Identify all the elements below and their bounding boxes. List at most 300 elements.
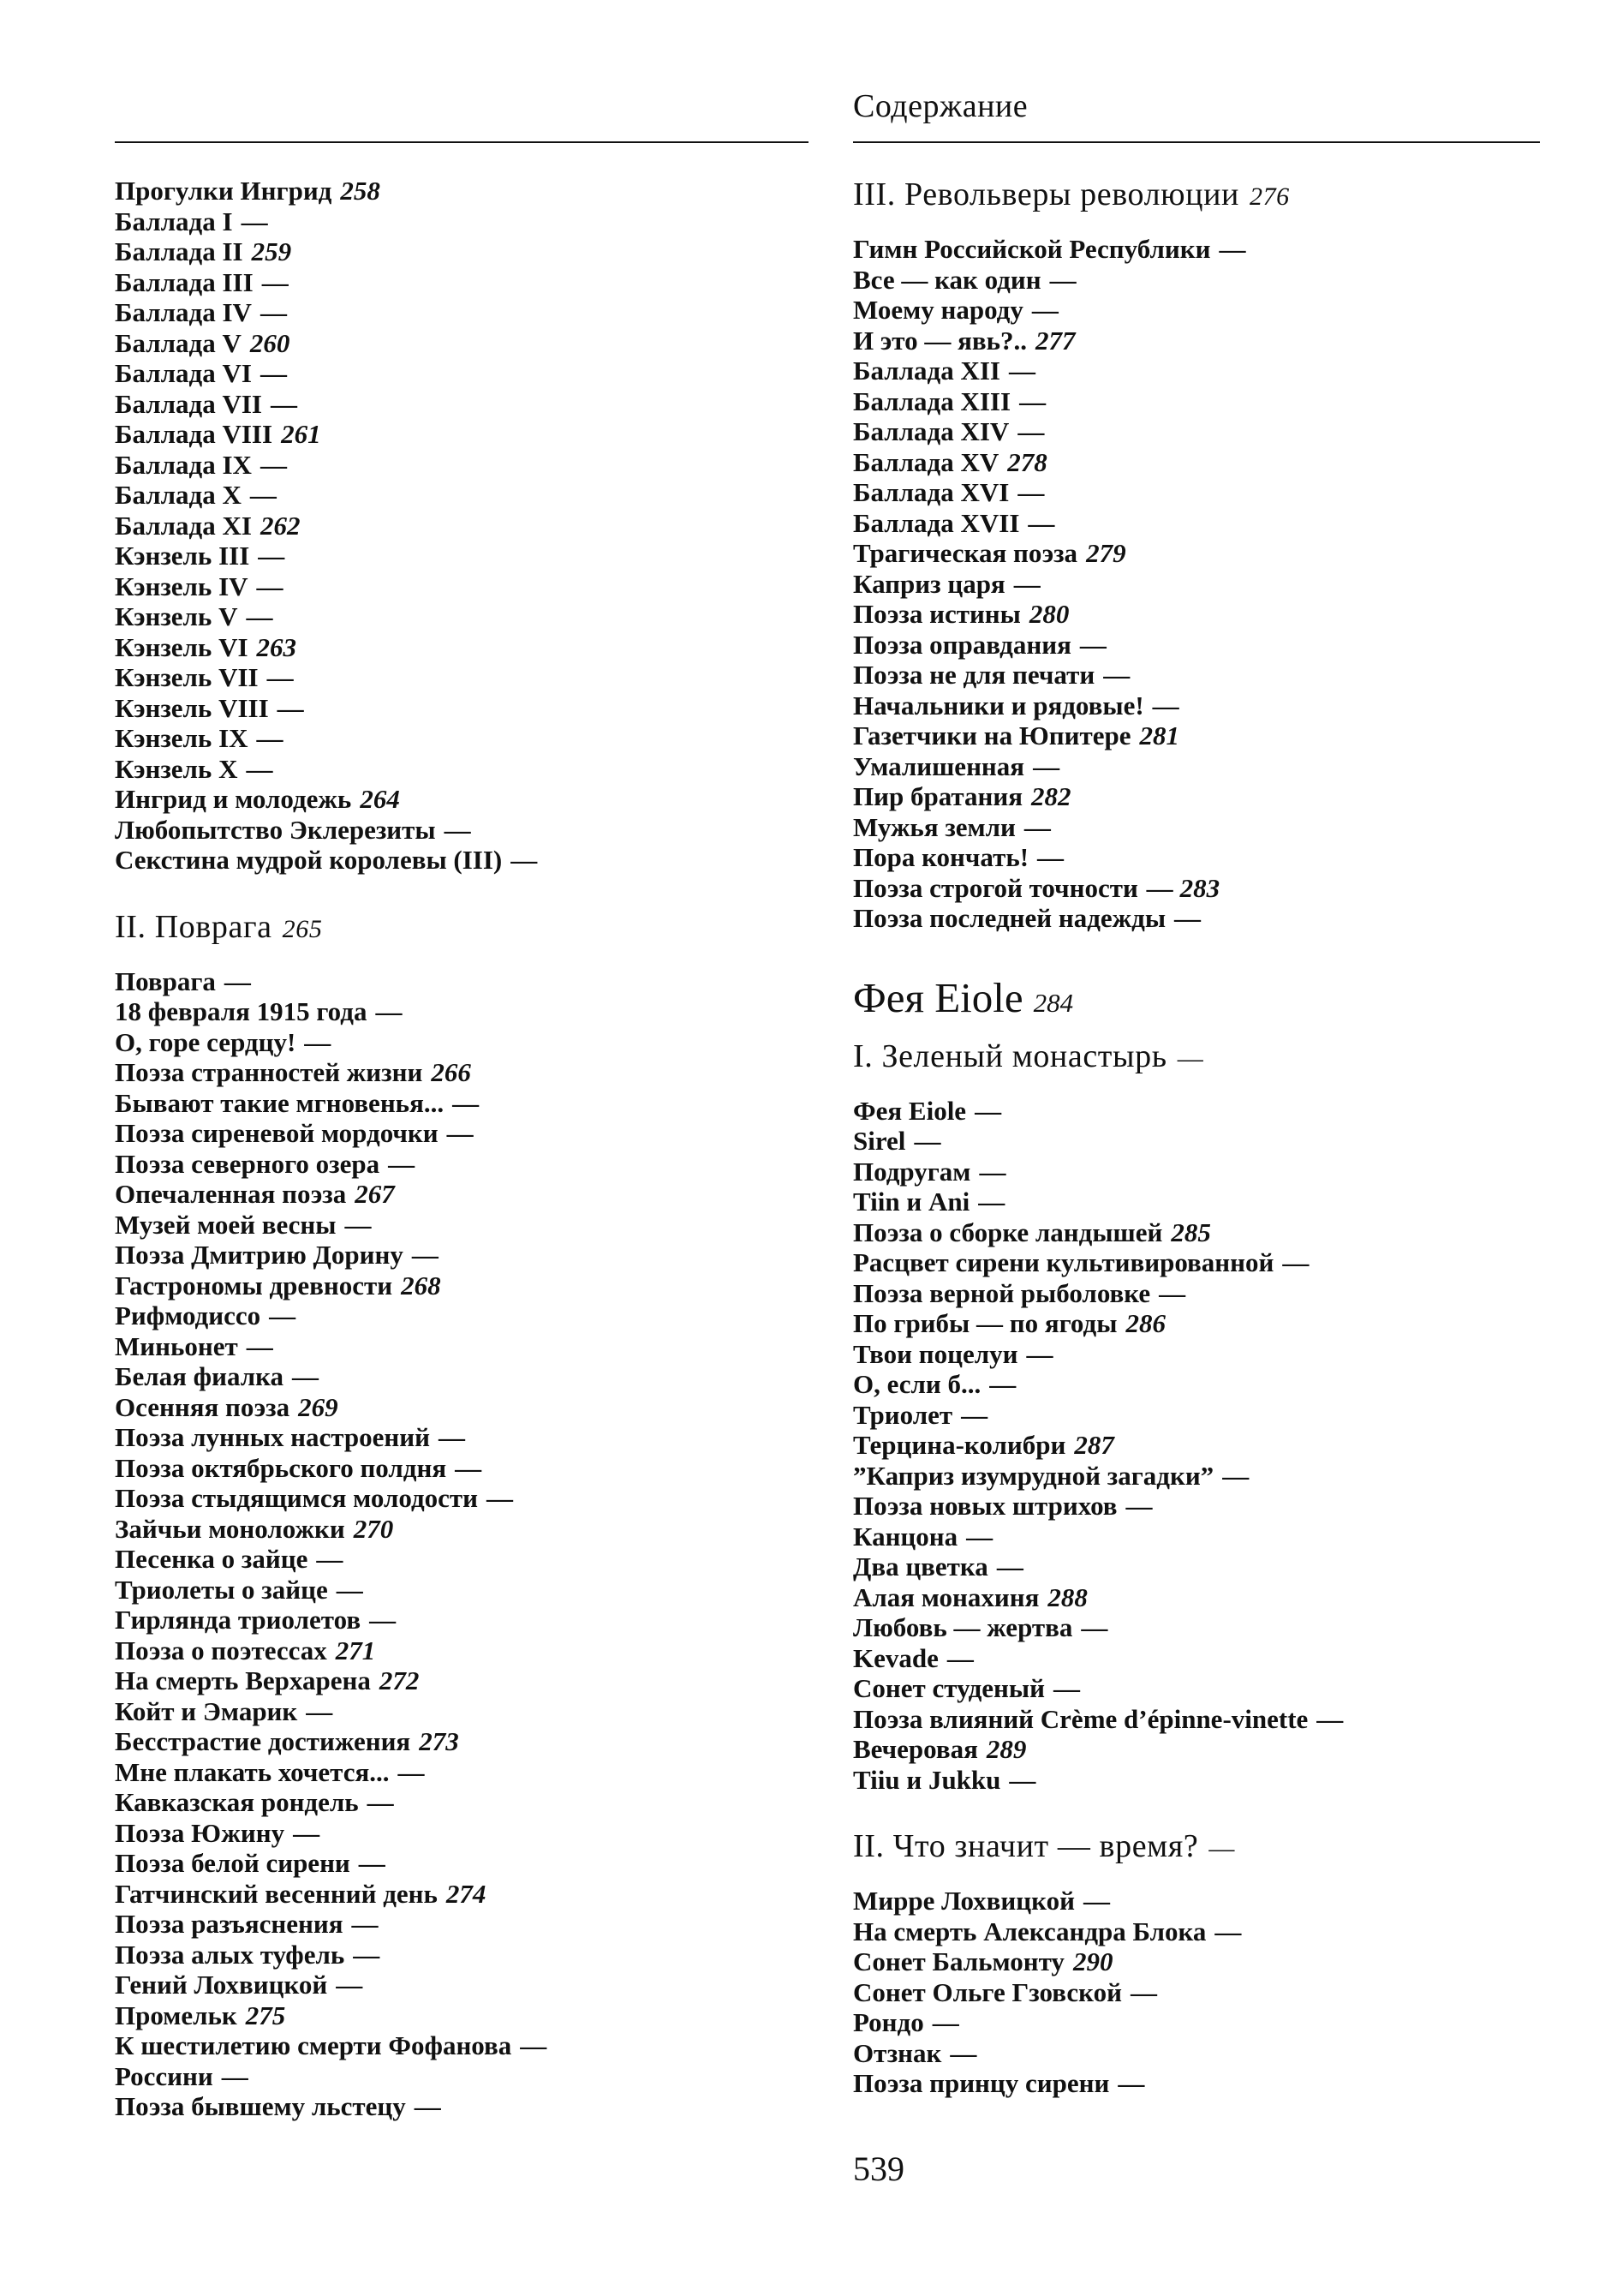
entry-title: Промельк bbox=[115, 2000, 237, 2030]
entry-page: — bbox=[256, 571, 283, 601]
toc-entry bbox=[853, 1096, 1555, 1127]
section-page: 276 bbox=[1249, 182, 1290, 211]
entry-page: — bbox=[1159, 1277, 1186, 1308]
entry-page: — bbox=[975, 1095, 1002, 1126]
toc-list bbox=[853, 1886, 1555, 2099]
entry-title: Секстина мудрой королевы (III) bbox=[115, 845, 503, 875]
entry-page: — bbox=[1023, 811, 1051, 842]
entry-title: Пир братания bbox=[853, 781, 1023, 811]
toc-entry bbox=[115, 845, 817, 876]
toc-entry bbox=[115, 267, 817, 298]
entry-page: — bbox=[249, 480, 277, 510]
entry-page: — bbox=[1049, 264, 1077, 295]
entry-page: 281 bbox=[1139, 720, 1179, 750]
entry-title: Баллада III bbox=[115, 266, 254, 297]
entry-page: 279 bbox=[1086, 538, 1126, 568]
toc-list bbox=[853, 234, 1555, 934]
entry-title: Поэза белой сирени bbox=[115, 1848, 350, 1878]
toc-entry bbox=[115, 693, 817, 724]
toc-entry bbox=[853, 265, 1555, 296]
toc-entry bbox=[115, 815, 817, 846]
toc-entry bbox=[853, 1946, 1555, 1977]
entry-page: — bbox=[1081, 1612, 1108, 1642]
toc-entry bbox=[115, 1970, 817, 2000]
entry-title: Баллада XVII bbox=[853, 507, 1020, 538]
entry-page: — bbox=[452, 1087, 480, 1118]
entry-page: 261 bbox=[281, 419, 321, 449]
entry-page: 270 bbox=[353, 1513, 394, 1544]
entry-title: Все — как один bbox=[853, 264, 1041, 295]
entry-title: Вечеровая bbox=[853, 1734, 978, 1764]
entry-page: — bbox=[358, 1848, 385, 1878]
section-heading bbox=[853, 176, 1555, 213]
entry-title: Баллада XII bbox=[853, 356, 1000, 386]
entry-title: Поэза стыдящимся молодости bbox=[115, 1483, 478, 1513]
entry-page: — bbox=[256, 723, 283, 753]
entry-title: Каприз царя bbox=[853, 568, 1005, 599]
entry-page: — bbox=[1219, 234, 1246, 264]
toc-entry bbox=[115, 1392, 817, 1423]
entry-title: Белая фиалка bbox=[115, 1361, 284, 1391]
toc-entry bbox=[115, 571, 817, 602]
entry-title: Трагическая поэза bbox=[853, 538, 1078, 568]
entry-title: О, горе сердцу! bbox=[115, 1026, 296, 1057]
section-heading bbox=[115, 908, 817, 946]
entry-page: — bbox=[316, 1544, 343, 1574]
entry-title: Поэза принцу сирени bbox=[853, 2068, 1110, 2098]
toc-entry bbox=[853, 447, 1555, 478]
entry-title: К шестилетию смерти Фофанова bbox=[115, 2030, 512, 2060]
entry-title: Баллада XI bbox=[115, 510, 252, 541]
entry-page: — bbox=[258, 541, 285, 571]
entry-title: Любовь — жертва bbox=[853, 1612, 1073, 1642]
section-page: — bbox=[1208, 1834, 1235, 1863]
entry-page: — bbox=[241, 206, 268, 236]
entry-title: Койт и Эмарик bbox=[115, 1695, 298, 1726]
entry-title: Сонет студеный bbox=[853, 1673, 1045, 1703]
entry-page: 268 bbox=[401, 1270, 441, 1300]
toc-entry bbox=[115, 1665, 817, 1696]
entry-title: Терцина-колибри bbox=[853, 1430, 1066, 1460]
entry-title: Гирлянда триолетов bbox=[115, 1605, 361, 1635]
entry-title: Поэза Дмитрию Дорину bbox=[115, 1240, 403, 1270]
entry-title: Поэза алых туфель bbox=[115, 1939, 345, 1970]
toc-entry bbox=[115, 1757, 817, 1788]
entry-title: Баллада XVI bbox=[853, 477, 1010, 507]
entry-title: Музей моей весны bbox=[115, 1209, 337, 1240]
entry-title: Баллада XIII bbox=[853, 386, 1011, 416]
toc-entry bbox=[115, 1726, 817, 1757]
entry-page: — bbox=[260, 358, 287, 388]
toc-entry bbox=[853, 1977, 1555, 2008]
entry-title: И это — явь?.. bbox=[853, 325, 1027, 356]
entry-page: 285 bbox=[1171, 1217, 1211, 1247]
entry-title: Поэза оправдания bbox=[853, 629, 1071, 660]
entry-title: Бесстрастие достижения bbox=[115, 1726, 411, 1756]
toc-entry bbox=[115, 1179, 817, 1210]
entry-page: — bbox=[1019, 386, 1047, 416]
toc-entry bbox=[853, 1765, 1555, 1796]
toc-entry bbox=[853, 477, 1555, 508]
entry-page: — bbox=[520, 2030, 547, 2060]
entry-title: Гастрономы древности bbox=[115, 1270, 393, 1300]
entry-title: Твои поцелуи bbox=[853, 1338, 1018, 1369]
entry-page: — bbox=[293, 1817, 320, 1848]
entry-page: 286 bbox=[1125, 1308, 1166, 1338]
toc-entry bbox=[853, 1582, 1555, 1613]
entry-title: Кавказская рондель bbox=[115, 1787, 359, 1817]
toc-entry bbox=[115, 1848, 817, 1879]
toc-entry bbox=[853, 781, 1555, 812]
entry-page: — 283 bbox=[1146, 872, 1220, 903]
entry-page: — bbox=[246, 753, 273, 784]
entry-page: — bbox=[1009, 1764, 1036, 1795]
entry-title: Баллада IX bbox=[115, 449, 252, 480]
entry-title: Канцона bbox=[853, 1521, 958, 1552]
entry-page: — bbox=[367, 1787, 394, 1817]
section-title: I. Зеленый монастырь bbox=[853, 1037, 1167, 1074]
toc-entry bbox=[115, 2000, 817, 2031]
running-header: Содержание bbox=[853, 88, 1029, 124]
entry-title: Поэза бывшему льстецу bbox=[115, 2091, 406, 2121]
toc-entry bbox=[115, 1696, 817, 1727]
toc-entry bbox=[853, 2007, 1555, 2038]
toc-entry bbox=[853, 691, 1555, 721]
toc-entry bbox=[115, 1787, 817, 1818]
entry-page: 277 bbox=[1035, 325, 1076, 356]
entry-page: 258 bbox=[340, 176, 380, 206]
toc-entry bbox=[115, 1575, 817, 1605]
toc-entry bbox=[115, 1605, 817, 1635]
toc-entry bbox=[853, 1430, 1555, 1461]
toc-entry bbox=[853, 630, 1555, 661]
toc-entry bbox=[115, 236, 817, 267]
entry-page: — bbox=[950, 2037, 977, 2068]
entry-page: — bbox=[996, 1552, 1023, 1581]
entry-page: 288 bbox=[1047, 1581, 1088, 1612]
toc-entry bbox=[853, 416, 1555, 447]
entry-page: — bbox=[344, 1209, 372, 1240]
toc-entry bbox=[115, 541, 817, 571]
toc-entry bbox=[115, 1818, 817, 1849]
entry-title: Kevade bbox=[853, 1642, 939, 1673]
entry-page: — bbox=[978, 1187, 1005, 1217]
entry-page: — bbox=[979, 1156, 1006, 1187]
entry-page: — bbox=[397, 1756, 425, 1787]
toc-entry bbox=[115, 297, 817, 328]
entry-page: — bbox=[914, 1126, 941, 1156]
toc-entry bbox=[115, 632, 817, 663]
header-rule-right bbox=[853, 141, 1540, 143]
entry-page: — bbox=[966, 1521, 993, 1552]
entry-title: Баллада VII bbox=[115, 388, 262, 419]
entry-title: Гимн Российской Республики bbox=[853, 234, 1211, 264]
entry-title: Поэза разъяснения bbox=[115, 1909, 343, 1939]
entry-page: — bbox=[336, 1574, 363, 1605]
entry-page: — bbox=[1118, 2068, 1145, 2098]
entry-title: Любопытство Эклерезиты bbox=[115, 814, 436, 845]
entry-title: Поэза влияний Crème d’épinne-vinette bbox=[853, 1703, 1309, 1734]
toc-entry bbox=[853, 842, 1555, 873]
entry-title: О, если б... bbox=[853, 1369, 982, 1399]
toc-entry bbox=[853, 660, 1555, 691]
entry-page: — bbox=[1125, 1491, 1153, 1521]
entry-page: — bbox=[277, 692, 304, 723]
toc-entry bbox=[115, 1361, 817, 1392]
entry-page: — bbox=[932, 2007, 959, 2037]
entry-page: — bbox=[455, 1452, 482, 1483]
right-column bbox=[853, 176, 1555, 2099]
toc-entry bbox=[853, 1886, 1555, 1916]
toc-entry bbox=[115, 1240, 817, 1271]
entry-title: Миньонет bbox=[115, 1330, 238, 1361]
entry-title: Триолеты о зайце bbox=[115, 1574, 328, 1605]
entry-page: — bbox=[1130, 1976, 1157, 2007]
toc-entry bbox=[853, 599, 1555, 630]
toc-entry bbox=[115, 1331, 817, 1362]
entry-page: — bbox=[486, 1483, 513, 1513]
toc-entry bbox=[115, 389, 817, 420]
entry-page: 266 bbox=[431, 1057, 471, 1087]
entry-page: 275 bbox=[245, 2000, 286, 2030]
entry-page: — bbox=[304, 1026, 331, 1057]
entry-title: Газетчики на Юпитере bbox=[853, 720, 1131, 750]
entry-page: — bbox=[411, 1240, 439, 1270]
entry-page: — bbox=[266, 662, 294, 692]
entry-title: Мне плакать хочется... bbox=[115, 1756, 390, 1787]
entry-page: — bbox=[246, 1330, 273, 1361]
toc-entry bbox=[115, 1118, 817, 1149]
toc-entry bbox=[853, 1461, 1555, 1492]
entry-page: — bbox=[444, 814, 471, 845]
toc-entry bbox=[115, 1027, 817, 1058]
entry-page: 271 bbox=[335, 1635, 376, 1665]
entry-title: Рондо bbox=[853, 2007, 924, 2037]
toc-entry bbox=[853, 1522, 1555, 1552]
entry-page: — bbox=[271, 388, 297, 419]
toc-entry bbox=[853, 1278, 1555, 1309]
entry-page: 262 bbox=[260, 510, 301, 541]
entry-title: Поэза не для печати bbox=[853, 660, 1095, 690]
entry-page: — bbox=[1009, 356, 1035, 386]
entry-title: Кэнзель VIII bbox=[115, 692, 269, 723]
entry-page: 267 bbox=[355, 1179, 395, 1209]
toc-entry bbox=[853, 812, 1555, 843]
entry-page: 263 bbox=[256, 631, 297, 662]
entry-title: Ингрид и молодежь bbox=[115, 784, 352, 814]
entry-page: 264 bbox=[360, 784, 400, 814]
toc-entry bbox=[115, 662, 817, 693]
entry-title: Кэнзель VI bbox=[115, 631, 248, 662]
entry-page: — bbox=[946, 1642, 974, 1673]
entry-title: Россини bbox=[115, 2060, 213, 2091]
toc-entry bbox=[853, 720, 1555, 751]
toc-entry bbox=[115, 1149, 817, 1180]
entry-page: 259 bbox=[251, 236, 292, 266]
entry-title: Кэнзель III bbox=[115, 541, 250, 571]
toc-entry bbox=[115, 1514, 817, 1545]
entry-title: Поврага bbox=[115, 966, 216, 996]
entry-title: Баллада V bbox=[115, 327, 242, 358]
entry-title: Кэнзель IX bbox=[115, 723, 248, 753]
entry-title: Фея Eiole bbox=[853, 1095, 967, 1126]
toc-entry bbox=[115, 450, 817, 481]
entry-page: 269 bbox=[298, 1391, 338, 1422]
toc-list bbox=[853, 1096, 1555, 1796]
entry-page: — bbox=[351, 1909, 379, 1939]
entry-page: 274 bbox=[445, 1878, 486, 1909]
toc-entry bbox=[115, 1057, 817, 1088]
entry-page: — bbox=[221, 2060, 248, 2091]
entry-title: Поэза странностей жизни bbox=[115, 1057, 423, 1087]
toc-entry bbox=[115, 328, 817, 359]
entry-title: Алая монахиня bbox=[853, 1581, 1040, 1612]
entry-title: Баллада I bbox=[115, 206, 233, 236]
entry-page: — bbox=[1013, 568, 1041, 599]
entry-page: — bbox=[1017, 477, 1045, 507]
entry-page: — bbox=[510, 845, 538, 875]
toc-list bbox=[115, 176, 817, 876]
toc-entry bbox=[115, 419, 817, 450]
entry-page: — bbox=[1174, 903, 1202, 933]
toc-entry bbox=[853, 2038, 1555, 2069]
entry-title: Поэза о сборке ландышей bbox=[853, 1217, 1163, 1247]
entry-title: На смерть Верхарена bbox=[115, 1665, 371, 1695]
entry-page: — bbox=[1053, 1673, 1080, 1703]
entry-title: Опечаленная поэза bbox=[115, 1179, 347, 1209]
entry-title: Гатчинский весенний день bbox=[115, 1878, 438, 1909]
entry-title: Рифмодиссо bbox=[115, 1300, 261, 1330]
toc-entry bbox=[115, 1483, 817, 1514]
entry-page: 273 bbox=[419, 1726, 459, 1756]
toc-entry bbox=[853, 751, 1555, 782]
entry-page: — bbox=[1037, 842, 1065, 872]
entry-page: — bbox=[306, 1695, 333, 1726]
entry-page: — bbox=[1282, 1247, 1310, 1277]
toc-entry bbox=[853, 569, 1555, 600]
toc-entry bbox=[853, 538, 1555, 569]
entry-title: Поэза лунных настроений bbox=[115, 1422, 430, 1452]
toc-entry bbox=[853, 295, 1555, 326]
toc-entry bbox=[115, 2091, 817, 2122]
entry-title: Прогулки Ингрид bbox=[115, 176, 332, 206]
entry-page: — bbox=[1214, 1916, 1242, 1946]
toc-entry bbox=[115, 2061, 817, 2092]
toc-entry bbox=[853, 1400, 1555, 1431]
entry-title: Осенняя поэза bbox=[115, 1391, 290, 1422]
entry-title: ”Каприз изумрудной загадки” bbox=[853, 1460, 1214, 1491]
entry-title: Поэза октябрьского полдня bbox=[115, 1452, 447, 1483]
toc-entry bbox=[115, 1422, 817, 1453]
entry-page: — bbox=[1152, 690, 1179, 720]
toc-entry bbox=[115, 480, 817, 511]
entry-page: 290 bbox=[1072, 1946, 1113, 1976]
entry-page: — bbox=[1031, 295, 1059, 325]
entry-title: Мирре Лохвицкой bbox=[853, 1886, 1075, 1916]
toc-entry bbox=[115, 1879, 817, 1910]
toc-entry bbox=[853, 1339, 1555, 1370]
toc-entry bbox=[853, 356, 1555, 386]
toc-entry bbox=[115, 1544, 817, 1575]
entry-page: — bbox=[260, 297, 287, 327]
entry-page: — bbox=[388, 1148, 415, 1179]
entry-page: — bbox=[1033, 750, 1060, 781]
entry-title: Кэнзель VII bbox=[115, 662, 259, 692]
entry-page: — bbox=[1222, 1460, 1250, 1491]
toc-entry bbox=[853, 1612, 1555, 1643]
entry-title: Поэза Южину bbox=[115, 1817, 285, 1848]
section-title: III. Револьверы революции bbox=[853, 176, 1239, 212]
toc-entry bbox=[115, 601, 817, 632]
entry-page: 287 bbox=[1074, 1430, 1114, 1460]
toc-entry bbox=[853, 234, 1555, 265]
entry-page: — bbox=[989, 1369, 1017, 1399]
entry-title: Поэза новых штрихов bbox=[853, 1491, 1118, 1521]
toc-entry bbox=[853, 1308, 1555, 1339]
entry-page: — bbox=[375, 996, 403, 1026]
toc-entry bbox=[115, 206, 817, 237]
toc-entry bbox=[115, 723, 817, 754]
toc-entry bbox=[115, 1909, 817, 1940]
toc-entry bbox=[115, 1300, 817, 1331]
entry-page: — bbox=[246, 601, 273, 631]
toc-entry bbox=[115, 1271, 817, 1301]
entry-page: 282 bbox=[1031, 781, 1071, 811]
entry-page: 272 bbox=[379, 1665, 420, 1695]
entry-page: — bbox=[336, 1970, 363, 2000]
section-page: 265 bbox=[282, 914, 323, 943]
toc-entry bbox=[853, 1247, 1555, 1278]
toc-entry bbox=[853, 1673, 1555, 1704]
section-title: II. Поврага bbox=[115, 908, 272, 945]
entry-title: Поэза о поэтессах bbox=[115, 1635, 327, 1665]
toc-entry bbox=[115, 784, 817, 815]
section-title: II. Что значит — время? bbox=[853, 1828, 1199, 1864]
entry-title: Кэнзель V bbox=[115, 601, 238, 631]
entry-page: — bbox=[1103, 660, 1131, 690]
entry-page: — bbox=[1026, 1338, 1053, 1369]
toc-entry bbox=[853, 1217, 1555, 1248]
section-heading bbox=[853, 1037, 1555, 1075]
header-rule-left bbox=[115, 141, 808, 143]
entry-title: Расцвет сирени культивированной bbox=[853, 1247, 1274, 1277]
entry-title: Баллада X bbox=[115, 480, 242, 510]
toc-entry bbox=[853, 2068, 1555, 2099]
toc-entry bbox=[115, 966, 817, 997]
entry-title: Баллада VIII bbox=[115, 419, 273, 449]
toc-list bbox=[115, 966, 817, 2122]
entry-title: Пора кончать! bbox=[853, 842, 1029, 872]
entry-page: — bbox=[261, 266, 289, 297]
entry-title: На смерть Александра Блока bbox=[853, 1916, 1207, 1946]
toc-entry bbox=[853, 1491, 1555, 1522]
entry-page: — bbox=[1083, 1886, 1110, 1916]
section-page: — bbox=[1177, 1043, 1204, 1073]
entry-title: Баллада II bbox=[115, 236, 243, 266]
toc-entry bbox=[853, 1126, 1555, 1157]
entry-title: Поэза истины bbox=[853, 599, 1021, 629]
entry-page: — bbox=[269, 1300, 296, 1330]
entry-title: Кэнзель X bbox=[115, 753, 238, 784]
entry-title: Tiiu и Jukku bbox=[853, 1764, 1001, 1795]
toc-entry bbox=[853, 1734, 1555, 1765]
entry-title: Поэза последней надежды bbox=[853, 903, 1166, 933]
entry-title: 18 февраля 1915 года bbox=[115, 996, 367, 1026]
entry-title: Отзнак bbox=[853, 2037, 942, 2068]
part-page: 284 bbox=[1033, 987, 1074, 1018]
entry-title: Поэза верной рыболовке bbox=[853, 1277, 1151, 1308]
entry-page: — bbox=[446, 1118, 474, 1148]
